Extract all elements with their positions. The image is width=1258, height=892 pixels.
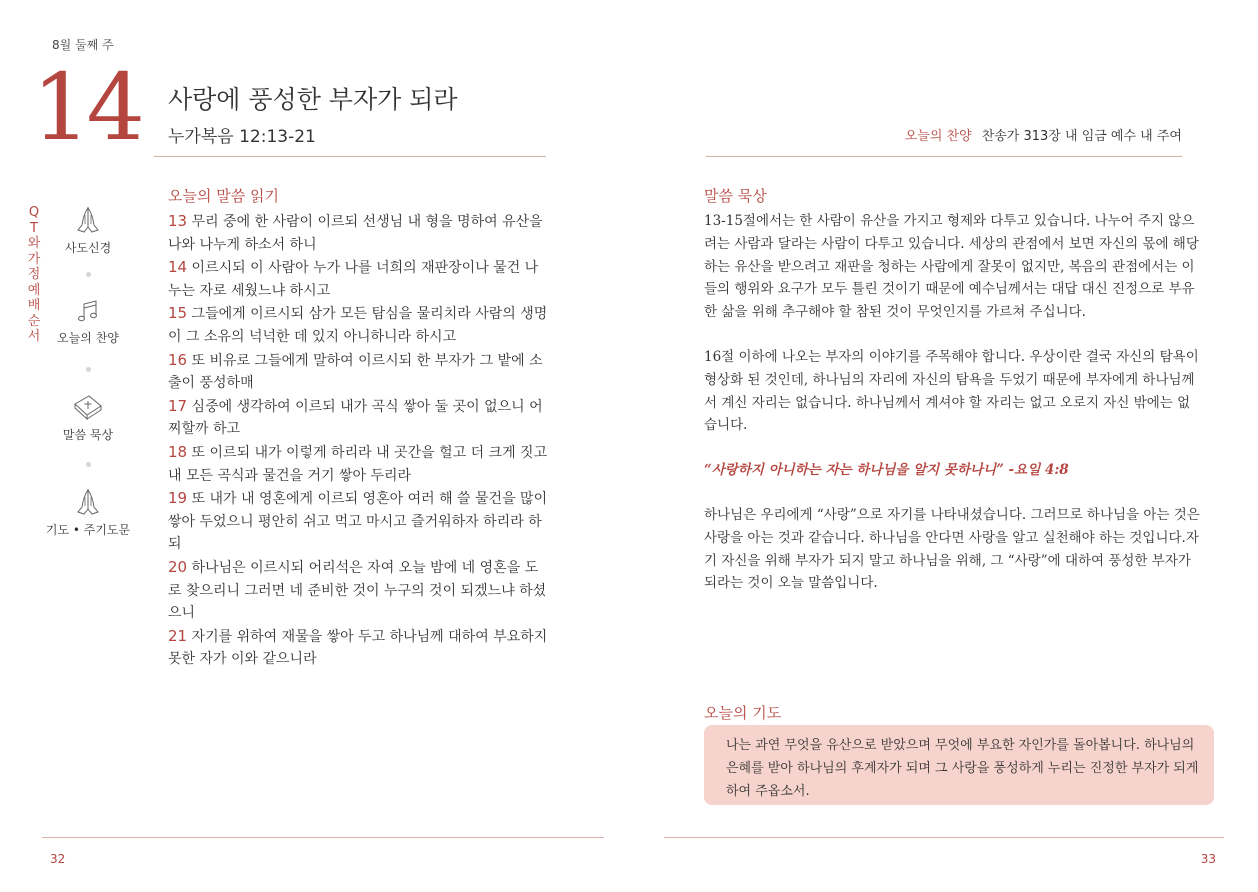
sidebar-item-label: 사도신경: [64, 241, 112, 255]
bible-icon: [71, 392, 105, 422]
sidebar-item-label: 오늘의 찬양: [57, 331, 119, 345]
verse-number: 21: [168, 626, 188, 645]
verse-number: 17: [168, 396, 188, 415]
verse-number: 20: [168, 557, 188, 576]
prayer-box: [704, 725, 1214, 805]
verse: [168, 350, 543, 392]
scripture-reference: 누가복음 12:13-21: [168, 127, 316, 147]
header-rule-left: [154, 156, 546, 157]
verse-number: 13: [168, 212, 188, 230]
footer-rule-right: [664, 837, 1224, 838]
verse-text: 또 내가 내 영혼에게 이르되 영혼아 여러 해 쓸 물건을 많이 쌓아 두었으니 평안히 쉬고 먹고 마시고 즐거워하자 하리라 하되: [168, 491, 548, 553]
verse-text: 또 이르되 내가 이렇게 하리라 내 곳간을 헐고 더 크게 짓고 내 모든 곡식과 물건을 거기 쌓아 두리라: [168, 444, 548, 484]
meditation-text: [704, 210, 1200, 595]
meditation-paragraph: 16절 이하에 나오는 부자의 이야기를 주목해야 합니다. 우상이란 결국 자신의 탐욕이 형상화 된 것인데, 하나님의 자리에 자신의 탐욕을 두었기 때문에 부자에게 하나님께서 계신 자리는 없습니다. 하나님께서 계셔야 할 자리는 없고 오로지 자신 밖에는 없습니다.: [704, 348, 1199, 434]
week-label: 8월 둘째 주: [52, 38, 114, 52]
sidebar-item-todays-hymn: [38, 297, 138, 346]
day-number: 14: [32, 54, 142, 161]
verse-number: 18: [168, 442, 188, 461]
verse-text: 무리 중에 한 사람이 이르되 선생님 내 형을 명하여 유산을 나와 나누게 하소서 하니: [168, 214, 543, 253]
verse: [168, 491, 547, 552]
meditation-paragraph: 13-15절에서는 한 사람이 유산을 가지고 형제와 다투고 있습니다. 나누어 주지 않으려는 사람과 달라는 사람이 다투고 있습니다. 세상의 관점에서 보면 자신의 몫에 해당하는 유산을 받으려고 재판을 청하는 사람에게 잘못이 없지만, 복음의 관점에서는 이들의 행위와 요구가 모두 틀린 것이기 때문에 예수님께서는 대답 대신 진정으로 부유한 삶을 위해 추구해야 할 참된 것이 무엇인지를 가르쳐 주십니다.: [704, 213, 1199, 321]
verse: [168, 260, 538, 299]
meditation-section-title: 말씀 묵상: [704, 187, 767, 205]
page-number-left: 32: [50, 852, 66, 866]
page-title: 사랑에 풍성한 부자가 되라: [168, 85, 458, 114]
verse-text: 또 비유로 그들에게 말하여 이르시되 한 부자가 그 밭에 소출이 풍성하매: [168, 352, 543, 392]
verse: [168, 396, 543, 438]
sidebar-item-label: 기도 • 주기도문: [45, 523, 131, 537]
verse-text: 하나님은 이르시되 어리석은 자여 오늘 밤에 네 영혼을 도로 찾으리니 그러면 네 준비한 것이 누구의 것이 되겠느냐 하셨으니: [168, 559, 547, 622]
verse-number: 16: [168, 350, 188, 369]
verse-text: 자기를 위하여 재물을 쌓아 두고 하나님께 대하여 부요하지 못한 자가 이와 같으니라: [168, 628, 548, 668]
sidebar-dot: [86, 367, 91, 372]
verse: [168, 306, 547, 345]
hymn-label: 오늘의 찬양: [904, 129, 972, 144]
hymn-line: [905, 125, 1182, 144]
verse: [168, 557, 547, 622]
qt-order-vertical-title: QT와 가정예배 순서: [27, 205, 41, 344]
reading-section-title: 오늘의 말씀 읽기: [168, 187, 279, 205]
sidebar-item-prayer: [38, 487, 138, 538]
scripture-text: [168, 210, 550, 671]
sidebar-item-label: 말씀 묵상: [62, 428, 114, 442]
praying-hands-icon: [73, 487, 103, 517]
verse: [168, 626, 548, 668]
sidebar-item-apostles-creed: [38, 205, 138, 256]
verse-number: 19: [168, 489, 188, 508]
praying-hands-icon: [73, 205, 103, 235]
prayer-section-title: 오늘의 기도: [704, 704, 782, 722]
verse-text: 심중에 생각하여 이르되 내가 곡식 쌓아 둘 곳이 없으니 어찌할까 하고: [168, 398, 543, 438]
footer-rule-left: [42, 837, 604, 838]
verse-text: 이르시되 이 사람아 누가 나를 너희의 재판장이나 물건 나누는 자로 세웠느냐 하시고: [168, 260, 539, 299]
key-verse-quote: “사랑하지 아니하는 자는 하나님을 알지 못하나니” -요일 4:8: [704, 462, 1069, 479]
sidebar-dot: [86, 272, 91, 277]
hymn-value: 찬송가 313장 내 임금 예수 내 주여: [981, 129, 1182, 144]
sidebar-item-meditation: [38, 392, 138, 443]
page-number-right: 33: [1200, 852, 1216, 866]
header-rule-right: [706, 156, 1182, 157]
sidebar-dot: [86, 462, 91, 467]
verse: [168, 214, 543, 253]
prayer-text: 나는 과연 무엇을 유산으로 받았으며 무엇에 부요한 자인가를 돌아봅니다. 하나님의 은혜를 받아 하나님의 후계자가 되며 그 사랑을 풍성하게 누리는 진정한 부자가 되게 하여 주옵소서.: [726, 738, 1199, 799]
verse-text: 그들에게 이르시되 삼가 모든 탐심을 물리치라 사람의 생명이 그 소유의 넉넉한 데 있지 아니하니라 하시고: [168, 306, 548, 345]
verse-number: 14: [168, 258, 188, 277]
verse: [168, 442, 548, 484]
music-note-icon: [73, 297, 103, 325]
meditation-paragraph: 하나님은 우리에게 “사랑”으로 자기를 나타내셨습니다. 그러므로 하나님을 아는 것은 사랑을 아는 것과 같습니다. 하나님을 안다면 사랑을 알고 실천해야 하는 것입니다.자기 자신을 위해 부자가 되지 말고 하나님을 위해, 그 “사랑”에 대하여 풍성한 부자가 되라는 것이 오늘 말씀입니다.: [704, 506, 1200, 592]
verse-number: 15: [168, 304, 188, 323]
